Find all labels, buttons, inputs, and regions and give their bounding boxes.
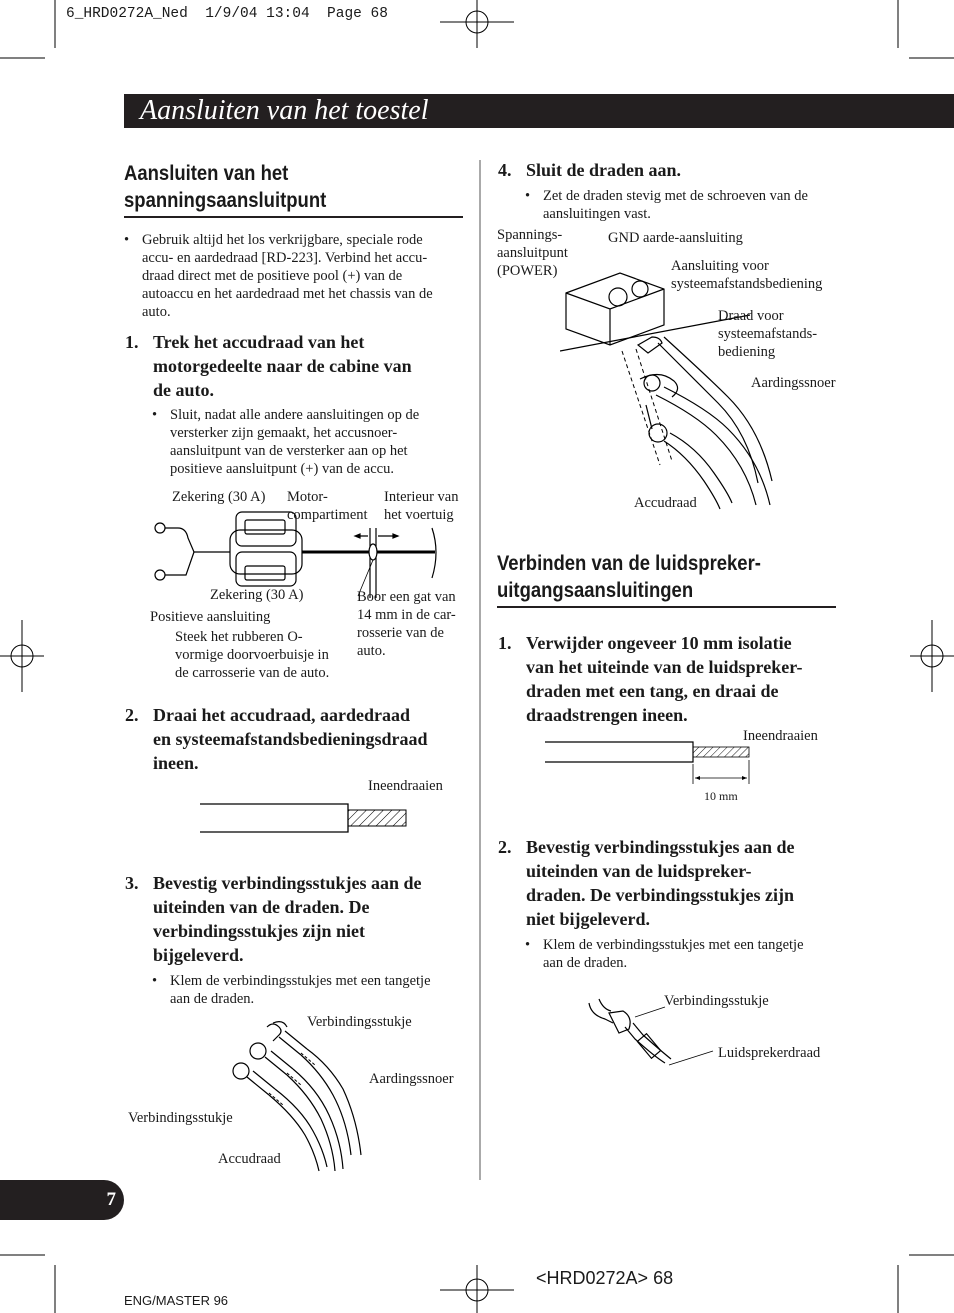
page-number: 7 — [106, 1189, 116, 1210]
step-line: niet bijgeleverd. — [526, 909, 650, 929]
ground-wire-label-right: Aardingssnoer — [751, 375, 836, 391]
bullet-line: aan de draden. — [543, 955, 628, 971]
step-line: van het uiteinde van de luidspreker- — [526, 657, 803, 677]
grommet-icon — [369, 544, 377, 560]
bullet-line: versterker zijn gemaakt, het accusnoer- — [170, 425, 398, 441]
twist-label-right: Ineendraaien — [743, 728, 818, 744]
ring-connector-icon — [233, 1063, 249, 1079]
step1-bullet — [170, 406, 419, 478]
bullet-line: positieve aansluitpunt (+) van de accu. — [170, 461, 394, 477]
step-line: Verwijder ongeveer 10 mm isolatie — [526, 633, 792, 653]
remote-wire-line: bediening — [718, 344, 776, 360]
remote-terminal-line: Aansluiting voor — [671, 258, 769, 274]
bullet-line: aan de draden. — [170, 991, 255, 1007]
section-banner — [124, 94, 954, 128]
step-line: verbindingsstukjes zijn niet — [153, 921, 366, 941]
speaker-wire-label: Luidsprekerdraad — [718, 1045, 821, 1061]
bullet-line: aansluitpunt van de versterker aan op het — [170, 443, 408, 459]
right-heading-rule — [497, 606, 836, 608]
interior-label-line: het voertuig — [384, 507, 454, 523]
step-1 — [125, 330, 412, 402]
drill-hole-label — [357, 588, 456, 660]
right-heading-line2: uitgangsaansluitingen — [497, 579, 694, 602]
stepB-bullet — [543, 936, 804, 972]
bullet-line: aansluitingen vast. — [543, 206, 651, 222]
grommet-label — [175, 628, 329, 682]
step-line: de auto. — [153, 380, 215, 400]
remote-wire-line: Draad voor — [718, 308, 784, 324]
ground-screw-icon — [644, 375, 660, 391]
step3-bullet — [170, 972, 431, 1008]
banner-title: Aansluiten van het toestel — [140, 95, 429, 126]
step-4 — [498, 158, 682, 182]
spade-connector-icon — [589, 999, 613, 1023]
footer-master: ENG/MASTER 96 — [124, 1293, 229, 1308]
step-line: draden. De verbindingsstukjes zijn — [526, 885, 795, 905]
left-heading-line1: Aansluiten van het — [124, 162, 289, 185]
step-line: draden met een tang, en draai de — [526, 681, 779, 701]
right-heading-line1: Verbinden van de luidspreker- — [497, 552, 761, 575]
drill-label-line: auto. — [357, 643, 386, 659]
step-line: motorgedeelte naar de cabine van — [153, 356, 412, 376]
power-terminal-label — [497, 226, 568, 280]
twisted-strands-icon — [693, 747, 749, 757]
power-label-line: aansluitpunt — [497, 245, 568, 261]
bullet-line: • Klem de verbindingsstukjes met een tangetje — [543, 937, 804, 953]
step-number: 2. — [125, 705, 139, 725]
drill-label-line: rosserie van de — [357, 625, 444, 641]
interior-label-line: Interieur van — [384, 489, 459, 505]
terminal-icon — [155, 570, 165, 580]
step-number: 4. — [498, 160, 512, 180]
step-number: 1. — [498, 633, 512, 653]
step-2 — [125, 703, 428, 775]
terminal-icon — [155, 523, 165, 533]
fuse-top-label: Zekering (30 A) — [172, 489, 266, 505]
remote-wire-label — [718, 307, 817, 361]
page-number-badge — [0, 1180, 124, 1220]
battery-wire-label-right: Accudraad — [634, 495, 697, 511]
intro-line: accu- en aardedraad [RD-223]. Verbind het accu- — [142, 250, 428, 266]
right-heading — [497, 550, 761, 604]
drill-label-line: Boor een gat van — [357, 589, 456, 605]
twisted-wire-diagram — [200, 798, 412, 838]
step-number: 1. — [125, 332, 139, 352]
drill-label-line: 14 mm in de car- — [357, 607, 456, 623]
step-line: Bevestig verbindingsstukjes aan de — [526, 837, 795, 857]
step-line: Draai het accudraad, aardedraad — [153, 705, 410, 725]
twisted-strands-icon — [348, 810, 406, 826]
step-line: draadstrengen ineen. — [526, 705, 688, 725]
battery-wire-label: Accudraad — [218, 1151, 281, 1167]
step-line: en systeemafstandsbedieningsdraad — [153, 729, 428, 749]
screw-icon — [609, 288, 627, 306]
step-number: 3. — [125, 873, 139, 893]
intro-line: • Gebruik altijd het los verkrijgbare, speciale rode — [142, 232, 423, 248]
positive-terminal-label: Positieve aansluiting — [150, 609, 271, 625]
engine-label-line: compartiment — [287, 507, 368, 523]
step-line: uiteinden van de luidspreker- — [526, 861, 752, 881]
step-number: 2. — [498, 837, 512, 857]
step-a — [498, 631, 803, 727]
power-label-line: (POWER) — [497, 263, 558, 279]
grommet-label-line: Steek het rubberen O- — [175, 629, 303, 645]
intro-line: auto. — [142, 304, 171, 320]
step-line: uiteinden van de draden. De — [153, 897, 370, 917]
engine-label-line: Motor- — [287, 489, 328, 505]
grommet-label-line: de carrosserie van de auto. — [175, 665, 330, 681]
engine-label — [287, 488, 368, 524]
bullet-line: • Sluit, nadat alle andere aansluitingen op de — [170, 407, 420, 423]
remote-wire-line: systeemafstands- — [718, 326, 818, 342]
remote-terminal-label — [671, 257, 822, 293]
step-line: Sluit de draden aan. — [526, 160, 682, 180]
remote-terminal-line: systeemafstandsbediening — [671, 276, 823, 292]
power-label-line: Spannings- — [497, 227, 563, 243]
ring-connector-icon — [250, 1043, 266, 1059]
gnd-terminal-label: GND aarde-aansluiting — [608, 230, 743, 246]
step-line: ineen. — [153, 753, 199, 773]
step-line: bijgeleverd. — [153, 945, 244, 965]
speaker-connector-label: Verbindingsstukje — [664, 993, 769, 1009]
bullet-line: • Klem de verbindingsstukjes met een tangetje — [170, 973, 431, 989]
left-heading-rule — [124, 216, 463, 218]
print-header: 6_HRD0272A_Ned 1/9/04 13:04 Page 68 — [66, 6, 388, 22]
left-heading-line2: spanningsaansluitpunt — [124, 189, 327, 212]
grommet-label-line: vormige doorvoerbuisje in — [175, 647, 329, 663]
fuse-bottom-label: Zekering (30 A) — [210, 587, 304, 603]
left-heading — [124, 160, 326, 214]
footer-code: <HRD0272A> 68 — [536, 1268, 674, 1288]
intro-line: draad direct met de positieve pool (+) van de — [142, 268, 403, 284]
bullet-line: • Zet de draden stevig met de schroeven van de — [543, 188, 808, 204]
step-3 — [125, 871, 422, 967]
step-line: Trek het accudraad van het — [153, 332, 365, 352]
step4-bullet — [543, 187, 808, 223]
connector-top-label: Verbindingsstukje — [307, 1014, 412, 1030]
connector-left-label: Verbindingsstukje — [128, 1110, 233, 1126]
interior-label — [384, 488, 458, 524]
intro-bullet — [142, 231, 433, 321]
step-b — [498, 835, 795, 931]
strip-length-label: 10 mm — [704, 789, 738, 803]
step-line: Bevestig verbindingsstukjes aan de — [153, 873, 422, 893]
ground-wire-label: Aardingssnoer — [369, 1071, 454, 1087]
intro-line: autoaccu en het aardedraad met het chassis van de — [142, 286, 433, 302]
twist-label: Ineendraaien — [368, 778, 443, 794]
